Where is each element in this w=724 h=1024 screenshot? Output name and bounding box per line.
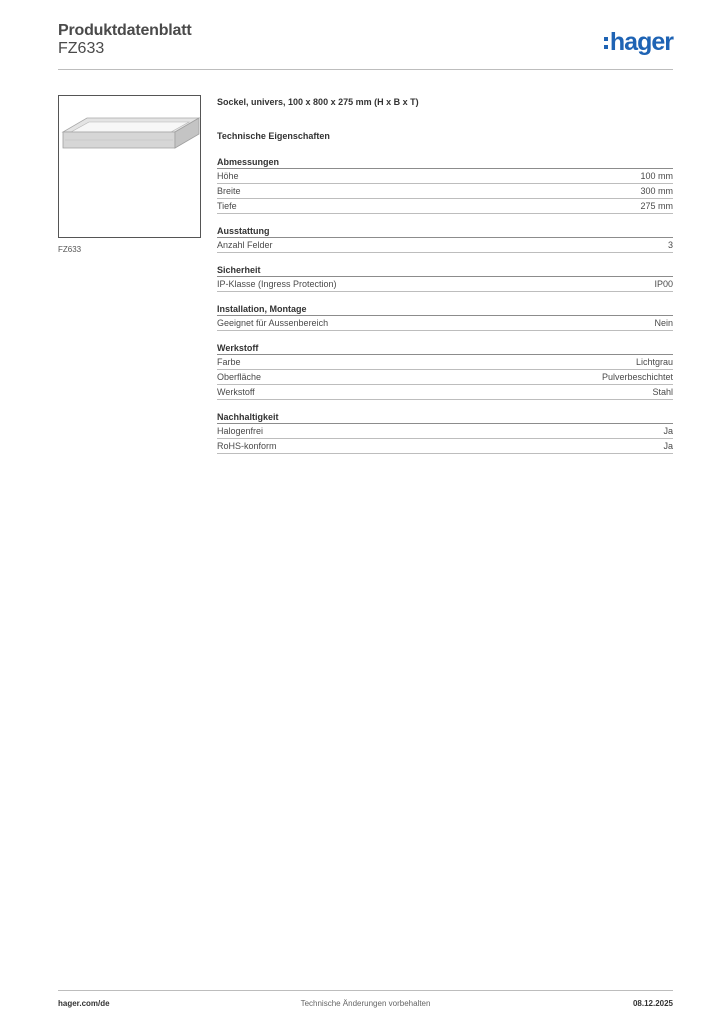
spec-row — [217, 199, 673, 214]
product-image — [58, 95, 201, 238]
spec-section — [217, 343, 673, 400]
spec-row — [217, 355, 673, 370]
spec-label: Breite — [217, 186, 241, 196]
spec-row — [217, 439, 673, 454]
footer-website: hager.com/de — [58, 999, 110, 1008]
section-title: Abmessungen — [217, 157, 673, 169]
plinth-illustration — [59, 96, 202, 239]
technical-properties-heading: Technische Eigenschaften — [217, 131, 330, 141]
spec-value: Lichtgrau — [635, 357, 673, 367]
spec-section — [217, 157, 673, 214]
spec-sections — [217, 157, 673, 454]
spec-row — [217, 370, 673, 385]
spec-section — [217, 304, 673, 331]
spec-label: Anzahl Felder — [217, 240, 273, 250]
spec-value: 3 — [667, 240, 673, 250]
section-title: Sicherheit — [217, 265, 673, 277]
spec-value: 300 mm — [640, 186, 673, 196]
spec-label: IP-Klasse (Ingress Protection) — [217, 279, 337, 289]
spec-label: Tiefe — [217, 201, 237, 211]
image-caption: FZ633 — [58, 245, 82, 254]
spec-value: Ja — [663, 441, 673, 451]
spec-section — [217, 412, 673, 454]
product-code: FZ633 — [58, 40, 105, 57]
logo-text: hager — [609, 27, 673, 56]
spec-row — [217, 184, 673, 199]
spec-value: Ja — [663, 426, 673, 436]
spec-value: Pulverbeschichtet — [601, 372, 673, 382]
spec-label: Geeignet für Aussenbereich — [217, 318, 329, 328]
spec-value: Stahl — [652, 387, 673, 397]
spec-section — [217, 226, 673, 253]
spec-value: 275 mm — [640, 201, 673, 211]
footer-date: 08.12.2025 — [632, 999, 673, 1008]
spec-label: Werkstoff — [217, 387, 255, 397]
spec-value: Nein — [654, 318, 673, 328]
footer-notice: Technische Änderungen vorbehalten — [300, 999, 431, 1008]
document-footer — [58, 990, 673, 1012]
spec-section — [217, 265, 673, 292]
section-title: Ausstattung — [217, 226, 673, 238]
spec-row — [217, 238, 673, 253]
section-title: Werkstoff — [217, 343, 673, 355]
spec-label: Halogenfrei — [217, 426, 264, 436]
spec-label: RoHS-konform — [217, 441, 277, 451]
spec-label: Oberfläche — [217, 372, 262, 382]
section-title: Installation, Montage — [217, 304, 673, 316]
spec-row — [217, 424, 673, 439]
logo-dots-icon — [604, 37, 608, 49]
spec-label: Farbe — [217, 357, 241, 367]
spec-row — [217, 385, 673, 400]
spec-value: IP00 — [654, 279, 673, 289]
product-description: Sockel, univers, 100 x 800 x 275 mm (H x B x T) — [217, 97, 419, 107]
spec-content — [217, 97, 673, 454]
spec-row — [217, 169, 673, 184]
spec-value: 100 mm — [640, 171, 673, 181]
spec-row — [217, 277, 673, 292]
document-header — [58, 20, 673, 70]
section-title: Nachhaltigkeit — [217, 412, 673, 424]
document-title: Produktdatenblatt — [58, 22, 192, 39]
hager-logo — [604, 28, 673, 56]
spec-row — [217, 316, 673, 331]
spec-label: Höhe — [217, 171, 239, 181]
